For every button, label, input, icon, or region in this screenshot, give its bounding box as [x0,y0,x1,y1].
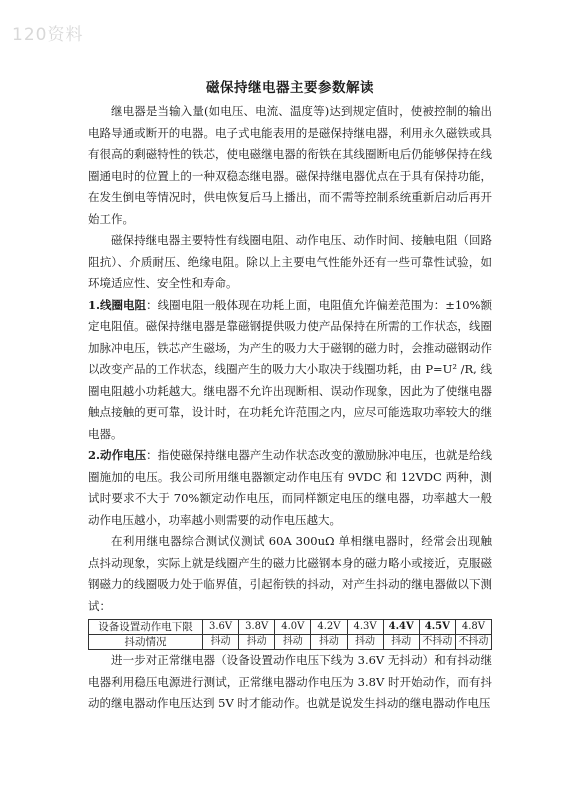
section-text-operate-voltage: ：指使磁保持继电器产生动作状态改变的激励脉冲电压，也就是给线圈施加的电压。我公司所用继电器额定动作电压有 9VDC 和 12VDC 两种，测试时要求不大于 70%额定动作电压，而同样额定电压的继电器，功率越大一般动作电压越小，功率越小则需要的动作电压越大。 [88,448,492,527]
document-title: 磁保持继电器主要参数解读 [206,80,374,96]
result-cell: 不抖动 [419,635,455,650]
section-coil-resistance [88,295,492,446]
section-heading-coil-resistance: 1.线圈电阻 [88,297,147,312]
paragraph-test-intro: 在利用继电器综合测试仪测试 60A 300uΩ 单相继电器时，经常会出现触点抖动现象，实际上就是线圈产生的磁力比磁钢本身的磁力略小或接近，克服磁钢磁力的线圈吸力处于临界值，引起衔铁的抖动，对产生抖动的继电器做以下测试： [88,534,492,613]
voltage-cell: 3.8V [239,620,275,635]
result-cell: 抖动 [239,635,275,650]
voltage-cell: 4.2V [311,620,347,635]
section-operate-voltage [88,445,492,531]
voltage-cell: 4.5V [419,620,455,635]
result-cell: 抖动 [347,635,383,650]
table-row-label: 设备设置动作电下限 [89,620,203,635]
document-page [88,76,492,715]
result-cell: 抖动 [383,635,419,650]
result-cell: 抖动 [275,635,311,650]
result-cell: 抖动 [311,635,347,650]
voltage-cell: 4.8V [455,620,491,635]
table-row-label: 抖动情况 [89,635,203,650]
paragraph-intro: 继电器是当输入量(如电压、电流、温度等)达到规定值时，使被控制的输出电路导通或断开的电器。电子式电能表用的是磁保持继电器，利用永久磁铁或具有很高的剩磁特性的铁芯，使电磁继电器的衔铁在其线圈断电后仍能够保持在线圈通电时的位置上的一种双稳态继电器。磁保持继电器优点在于具有保持功能，在发生倒电等情况时，供电恢复后马上播出，而不需等控制系统重新启动后再开始工作。 [88,104,492,226]
result-cell: 不抖动 [455,635,491,650]
paragraph-further-test: 进一步对正常继电器（设备设置动作电压下线为 3.6V 无抖动）和有抖动继电器利用稳压电源进行测试，正常继电器动作电压为 3.8V 时开始动作，而有抖动的继电器动作电压达到 5V 时才能动作。也就是说发生抖动的继电器动作电压 [88,653,492,710]
voltage-cell: 4.4V [383,620,419,635]
jitter-test-table [88,619,492,650]
paragraph-characteristics: 磁保持继电器主要特性有线圈电阻、动作电压、动作时间、接触电阻（回路阻抗）、介质耐压、绝缘电阻。除以上主要电气性能外还有一些可靠性试验，如环境适应性、安全性和寿命。 [88,233,492,290]
section-heading-operate-voltage: 2.动作电压 [88,448,147,462]
voltage-cell: 3.6V [203,620,239,635]
section-text-coil-resistance: ：线圈电阻一般体现在功耗上面，电阻值允许偏差范围为：±10%额定电阻值。磁保持继电器是靠磁钢提供吸力使产品保持在所需的工作状态，线圈加脉冲电压，铁芯产生磁场，为产生的吸力大于磁钢的磁力时，会推动磁钢动作以改变产品的工作状态，线圈产生的吸力大小取决于线圈功耗，由 P=U² /R, 线圈电阻越小功耗越大。继电器不允许出现断相、误动作现象，因此为了使继电器触点接触的更可靠，设计时，在功耗允许范围之内，应尽可能选取功率较大的继电器。 [88,297,492,441]
voltage-cell: 4.0V [275,620,311,635]
watermark-logo: 120资料 [12,25,84,45]
table-row [89,620,492,635]
result-cell: 抖动 [203,635,239,650]
table-row [89,635,492,650]
voltage-cell: 4.3V [347,620,383,635]
